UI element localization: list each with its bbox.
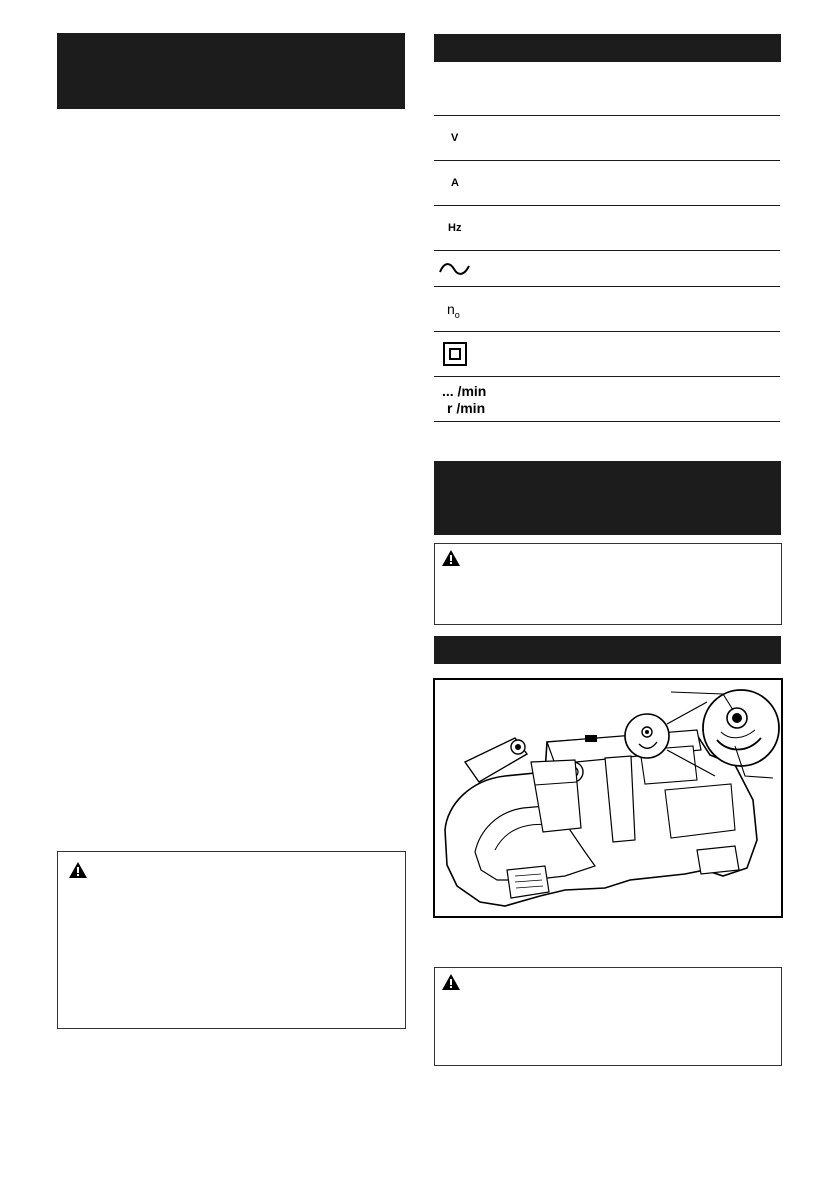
warning-triangle-icon [442,974,460,990]
volt-symbol: V [451,132,459,144]
no-load-speed-letter: n [447,301,455,317]
no-load-speed-symbol [447,301,460,320]
right-warning-box-bottom [434,967,782,1066]
right-subsection-header-band [434,636,781,664]
class-ii-construction-icon [443,342,467,366]
warning-triangle-icon [69,862,87,878]
symbol-row-hertz [434,206,780,251]
symbol-row-volt [434,116,780,161]
revolutions-per-min-symbol: r /min [447,400,486,416]
symbol-row-per-minute [434,377,780,422]
right-section-header-band [434,461,781,535]
symbol-row-ampere [434,161,780,206]
per-min-symbol: ... /min [442,383,487,399]
symbols-header-band [434,34,781,62]
hertz-symbol: Hz [448,222,462,234]
warning-triangle-icon [442,550,460,566]
alternating-current-icon [438,259,472,279]
left-section-header-band [57,33,405,109]
symbol-row-alternating-current [434,251,780,287]
symbols-table-head-row [434,62,780,116]
symbol-row-class-ii [434,332,780,377]
ampere-symbol: A [451,177,459,189]
band-saw-illustration [433,678,783,918]
left-warning-box [57,851,406,1029]
symbol-row-no-load-speed [434,287,780,332]
band-saw-drawing [435,680,781,916]
no-load-speed-subscript: o [454,309,460,320]
right-warning-box-top [434,543,782,625]
